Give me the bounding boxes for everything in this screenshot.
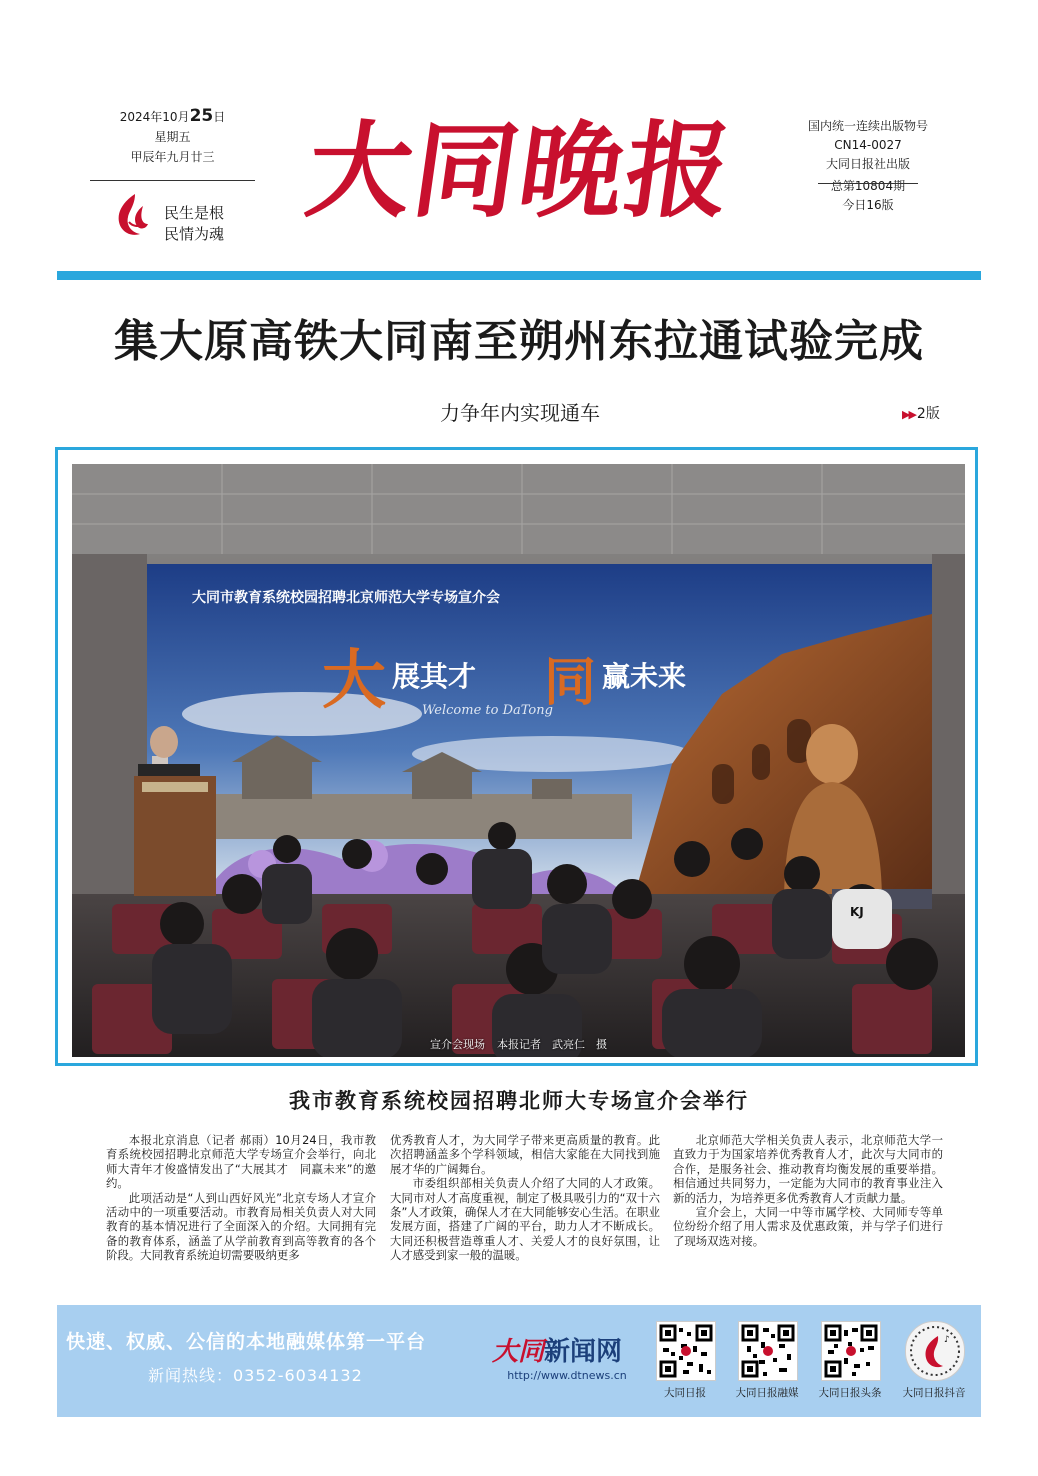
date-day: 25 [189,106,214,126]
page-count: 今日16版 [842,198,894,212]
page-reference-link[interactable] [902,404,940,425]
qr-label: 大同日报头条 [818,1387,882,1399]
article-column-3 [673,1133,943,1248]
date [90,106,255,127]
newspaper-title: 大同晚报 [299,109,741,232]
masthead-band [57,271,981,280]
double-arrow-icon: ▶▶ [902,408,915,421]
qr-code-icon[interactable] [738,1321,798,1381]
lunar-date: 甲辰年九月廿三 [130,150,215,164]
banner-welcome: Welcome to DaTong [422,703,553,718]
masthead-divider [90,180,255,181]
news-hotline: 新闻热线：0352-6034132 [148,1366,363,1385]
news-site-logo[interactable] [492,1336,642,1368]
banner-big-char-2: 同 [544,652,597,713]
pub-serial-number: CN14-0027 [834,138,902,152]
slogan [164,203,224,245]
article-paragraph: 宣介会上，大同一中等市属学校、大同师专等单位纷纷介绍了用人需求及优惠政策，并与学子们进行了现场双选对接。 [673,1205,943,1248]
photo-caption [72,1037,965,1053]
footer-tagline: 快速、权威、公信的本地融媒体第一平台 [66,1331,427,1353]
douyin-code-icon[interactable] [905,1321,965,1381]
qr-code-icon[interactable] [821,1321,881,1381]
pub-serial-label: 国内统一连续出版物号 [807,119,928,133]
site-name-navy: 新闻网 [544,1337,623,1367]
slogan-line-2: 民情为魂 [164,225,225,243]
publisher: 大同日报社出版 [825,157,910,171]
banner-slogan-1: 展其才 [392,660,477,693]
issue-number: 总第10804期 [830,179,906,193]
date-year-month: 2024年10月 [119,110,190,124]
site-name-red: 大同 [492,1337,545,1367]
flame-logo-icon [113,192,151,238]
banner-title: 大同市教育系统校园招聘北京师范大学专场宣介会 [192,590,500,606]
article-paragraph: 此项活动是“人到山西好风光”北京专场人才宣介活动中的一项重要活动。市教育局相关负责人对大同教育的基本情况进行了全面深入的介绍。大同拥有完备的教育体系，涵盖了从学前教育到高等教育的各个阶段。大同教育系统迫切需要吸纳更多 [106,1190,376,1263]
article-column-2 [390,1133,660,1263]
slogan-line-1: 民生是根 [164,204,225,222]
publication-info [798,117,938,215]
svg-text:♪: ♪ [944,1335,950,1345]
lead-subheadline: 力争年内实现通车 [440,401,600,425]
qr-code-icon[interactable] [656,1321,716,1381]
page-reference-label: 2版 [916,406,940,422]
qr-label: 大同日报 [664,1387,706,1399]
article-paragraph: 市委组织部相关负责人介绍了大同的人才政策。大同市对人才高度重视，制定了极具吸引力的“双十六条”人才政策，确保人才在大同能够安心生活。在职业发展方面，搭建了广阔的平台，助力人才不断成长。大同还积极营造尊重人才、关爱人才的良好氛围，让人才感受到家一般的温暖。 [390,1176,660,1263]
banner-slogan-2: 赢未来 [602,660,687,693]
site-url-link[interactable]: http://www.dtnews.cn [507,1369,627,1382]
lead-headline[interactable]: 集大原高铁大同南至朔州东拉通试验完成 [114,316,924,367]
qr-label: 大同日报融媒 [735,1387,799,1399]
shirt-text: KJ [850,905,864,919]
article-paragraph: 北京师范大学相关负责人表示，北京师范大学一直致力于为国家培养优秀教育人才，此次与大同市的合作，是服务社会、推动教育均衡发展的重要举措。相信通过共同努力，一定能为大同市的教育事业注入新的活力，为培养更多优秀教育人才贡献力量。 [673,1133,943,1205]
banner-big-char-1: 大 [322,643,386,718]
article-paragraph: 本报北京消息（记者 郝雨）10月24日，我市教育系统校园招聘北京师范大学专场宣介会举行，向北师大青年才俊盛情发出了“大展其才 同赢未来”的邀约。 [106,1133,376,1191]
weekday: 星期五 [154,130,191,144]
date-unit: 日 [213,110,226,124]
article-column-1 [106,1133,376,1263]
publication-divider [818,183,918,184]
qr-label: 大同日报抖音 [902,1387,966,1399]
event-photo [72,464,965,1057]
caption-left: 宣介会现场 [430,1038,485,1051]
article-paragraph: 优秀教育人才，为大同学子带来更高质量的教育。此次招聘涵盖多个学科领域，相信大家能在大同找到施展才华的广阔舞台。 [390,1133,660,1176]
caption-credit: 本报记者 武亮仁 摄 [497,1038,607,1051]
article-title[interactable]: 我市教育系统校园招聘北师大专场宣介会举行 [289,1089,749,1113]
masthead-date-block [90,106,255,167]
